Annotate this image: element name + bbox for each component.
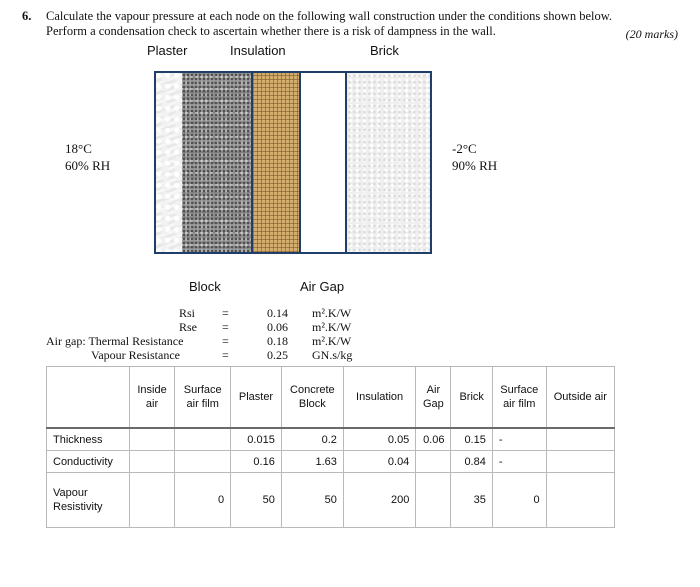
gap-vapour-unit: GN.s/kg bbox=[312, 348, 353, 362]
label-air-gap: Air Gap bbox=[300, 279, 345, 294]
label-block: Block bbox=[189, 279, 221, 294]
row-label: Conductivity bbox=[47, 451, 130, 473]
rsi-value: 0.14 bbox=[267, 306, 288, 320]
table-cell bbox=[546, 451, 614, 473]
rse-label: Rse bbox=[179, 320, 197, 334]
gap-thermal-unit: m².K/W bbox=[312, 334, 352, 348]
table-cell: 0.84 bbox=[451, 451, 492, 473]
gap-vapour-value: 0.25 bbox=[267, 348, 288, 362]
label-plaster: Plaster bbox=[147, 43, 188, 58]
gap-vapour-equals: = bbox=[222, 348, 229, 362]
table-cell: 50 bbox=[231, 473, 282, 528]
inside-conditions bbox=[65, 140, 110, 174]
wall-properties-table bbox=[46, 366, 615, 528]
table-cell bbox=[129, 428, 175, 451]
table-cell: 35 bbox=[451, 473, 492, 528]
table-cell bbox=[416, 451, 451, 473]
table-cell bbox=[175, 451, 231, 473]
header-cell: Surface air film bbox=[175, 367, 231, 429]
header-cell: Insulation bbox=[343, 367, 415, 429]
header-cell: Air Gap bbox=[416, 367, 451, 429]
rsi-equals: = bbox=[222, 306, 229, 320]
table-cell: 200 bbox=[343, 473, 415, 528]
table-cell: - bbox=[492, 451, 546, 473]
table-cell: 50 bbox=[281, 473, 343, 528]
brick-layer bbox=[347, 73, 430, 252]
table-cell: 0.2 bbox=[281, 428, 343, 451]
table-cell bbox=[546, 428, 614, 451]
table-cell: 0.16 bbox=[231, 451, 282, 473]
question-text-line-1: Calculate the vapour pressure at each node on the following wall construction under the conditions shown below. bbox=[46, 9, 613, 23]
outside-humidity: 90% RH bbox=[452, 158, 498, 173]
table-cell: - bbox=[492, 428, 546, 451]
label-brick: Brick bbox=[370, 43, 399, 58]
question-number: 6. bbox=[22, 9, 32, 23]
table-cell bbox=[175, 428, 231, 451]
question-text-line-2: Perform a condensation check to ascertain whether there is a risk of dampness in the wall. bbox=[46, 24, 496, 38]
table-cell: 0 bbox=[175, 473, 231, 528]
table-cell bbox=[129, 473, 175, 528]
header-cell: Outside air bbox=[546, 367, 614, 429]
gap-vapour-label: Vapour Resistance bbox=[91, 348, 180, 362]
table-cell: 0.15 bbox=[451, 428, 492, 451]
rsi-unit: m².K/W bbox=[312, 306, 352, 320]
gap-thermal-equals: = bbox=[222, 334, 229, 348]
table-cell: 1.63 bbox=[281, 451, 343, 473]
table-header-row bbox=[47, 367, 615, 429]
header-cell: Concrete Block bbox=[281, 367, 343, 429]
label-insulation: Insulation bbox=[230, 43, 286, 58]
row-label: Vapour Resistivity bbox=[47, 473, 130, 528]
table-row bbox=[47, 428, 615, 451]
inside-humidity: 60% RH bbox=[65, 158, 111, 173]
concrete-block-layer bbox=[182, 73, 251, 252]
marks-label: (20 marks) bbox=[625, 27, 678, 41]
table-cell bbox=[546, 473, 614, 528]
table-cell bbox=[416, 473, 451, 528]
header-cell: Surface air film bbox=[492, 367, 546, 429]
header-cell: Inside air bbox=[129, 367, 175, 429]
table-cell: 0.015 bbox=[231, 428, 282, 451]
table-row bbox=[47, 473, 615, 528]
table-cell bbox=[129, 451, 175, 473]
table-cell: 0.06 bbox=[416, 428, 451, 451]
rsi-label: Rsi bbox=[179, 306, 196, 320]
header-cell bbox=[47, 367, 130, 429]
header-cell: Brick bbox=[451, 367, 492, 429]
inside-temperature: 18°C bbox=[65, 141, 92, 156]
insulation-layer bbox=[253, 73, 299, 252]
plaster-layer bbox=[156, 73, 182, 252]
gap-thermal-label: Air gap: Thermal Resistance bbox=[46, 334, 184, 348]
table-cell: 0 bbox=[492, 473, 546, 528]
wall-cross-section bbox=[154, 71, 432, 254]
rse-unit: m².K/W bbox=[312, 320, 352, 334]
table-cell: 0.04 bbox=[343, 451, 415, 473]
air-gap-layer bbox=[299, 73, 347, 252]
row-label: Thickness bbox=[47, 428, 130, 451]
table-cell: 0.05 bbox=[343, 428, 415, 451]
rse-equals: = bbox=[222, 320, 229, 334]
gap-thermal-value: 0.18 bbox=[267, 334, 288, 348]
table-row bbox=[47, 451, 615, 473]
outside-temperature: -2°C bbox=[452, 141, 477, 156]
outside-conditions bbox=[452, 140, 497, 174]
header-cell: Plaster bbox=[231, 367, 282, 429]
rse-value: 0.06 bbox=[267, 320, 288, 334]
